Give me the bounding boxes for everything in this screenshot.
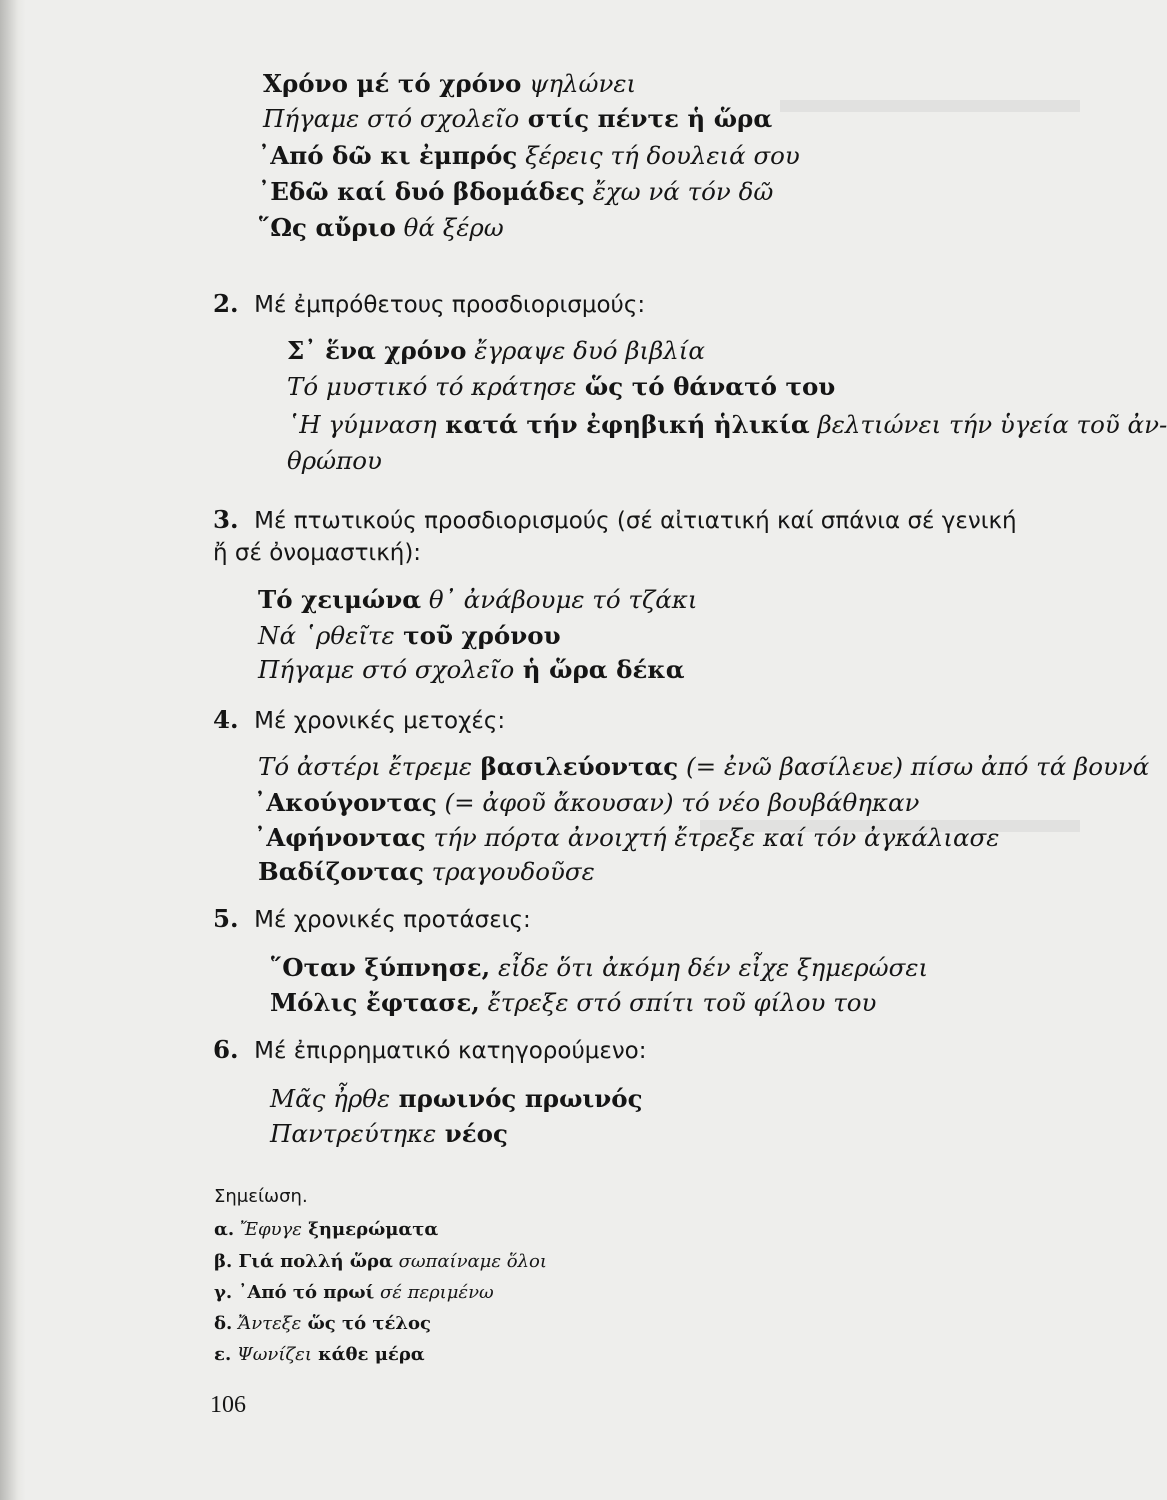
example-line: Παντρεύτηκε νέος (270, 1119, 508, 1148)
example-line: Σ᾿ ἕνα χρόνο ἔγραψε δυό βιβλία (287, 336, 705, 365)
example-line: Τό μυστικό τό κράτησε ὥς τό θάνατό του (287, 372, 836, 401)
example-line: ᾿Εδῶ καί δυό βδομάδες ἔχω νά τόν δῶ (258, 177, 774, 206)
example-line: ῾Η γύμναση κατά τήν ἐφηβική ἡλικία βελτιώνει τήν ὑγεία τοῦ ἀν- (287, 410, 1167, 439)
section-heading: 5. Μέ χρονικές προτάσεις: (213, 904, 531, 933)
note-item: ε. Ψωνίζει κάθε μέρα (214, 1344, 425, 1365)
example-line: Μᾶς ἦρθε πρωινός πρωινός (270, 1084, 643, 1113)
bleed-through-text (780, 100, 1080, 112)
note-item: δ. Ἄντεξε ὥς τό τέλος (214, 1313, 432, 1334)
example-line: Πήγαμε στό σχολεῖο στίς πέντε ἡ ὥρα (263, 104, 773, 133)
section-heading: 3. Μέ πτωτικούς προσδιορισμούς (σέ αἰτιατική καί σπάνια σέ γενική (213, 505, 1017, 534)
example-line: ᾿Αφήνοντας τήν πόρτα ἀνοιχτή ἔτρεξε καί τόν ἀγκάλιασε (254, 823, 1000, 852)
section-heading: 4. Μέ χρονικές μετοχές: (213, 705, 506, 734)
example-line: θρώπου (287, 446, 382, 475)
page-edge-shadow (0, 0, 26, 1500)
note-item: α. Ἔφυγε ξημερώματα (214, 1219, 439, 1240)
example-line: Πήγαμε στό σχολεῖο ἡ ὥρα δέκα (258, 655, 685, 684)
note-item: β. Γιά πολλή ὥρα σωπαίναμε ὅλοι (214, 1251, 547, 1272)
example-line: Τό ἀστέρι ἔτρεμε βασιλεύοντας (= ἐνῶ βασίλευε) πίσω ἀπό τά βουνά (258, 752, 1150, 781)
example-line: ᾿Από δῶ κι ἐμπρός ξέρεις τή δουλειά σου (258, 141, 800, 170)
example-line: ῞Ως αὔριο θά ξέρω (258, 213, 504, 242)
section-heading: 6. Μέ ἐπιρρηματικό κατηγορούμενο: (213, 1035, 647, 1064)
note-title: Σημείωση. (214, 1186, 308, 1207)
section-heading-continued: ἤ σέ ὀνομαστική): (213, 540, 422, 566)
section-heading: 2. Μέ ἐμπρόθετους προσδιορισμούς: (213, 289, 646, 318)
page-number: 106 (210, 1392, 246, 1418)
example-line: Χρόνο μέ τό χρόνο ψηλώνει (263, 69, 637, 98)
example-line: Τό χειμώνα θ᾿ ἀνάβουμε τό τζάκι (258, 585, 698, 614)
note-item: γ. ᾿Από τό πρωί σέ περιμένω (214, 1282, 494, 1303)
example-line: Νά ῾ρθεῖτε τοῦ χρόνου (258, 621, 561, 650)
example-line: ῞Οταν ξύπνησε, εἶδε ὅτι ἀκόμη δέν εἶχε ξημερώσει (270, 953, 929, 982)
example-line: ᾿Ακούγοντας (= ἀφοῦ ἄκουσαν) τό νέο βουβάθηκαν (254, 788, 920, 817)
example-line: Μόλις ἔφτασε, ἔτρεξε στό σπίτι τοῦ φίλου του (270, 988, 877, 1017)
example-line: Βαδίζοντας τραγουδοῦσε (258, 857, 595, 886)
